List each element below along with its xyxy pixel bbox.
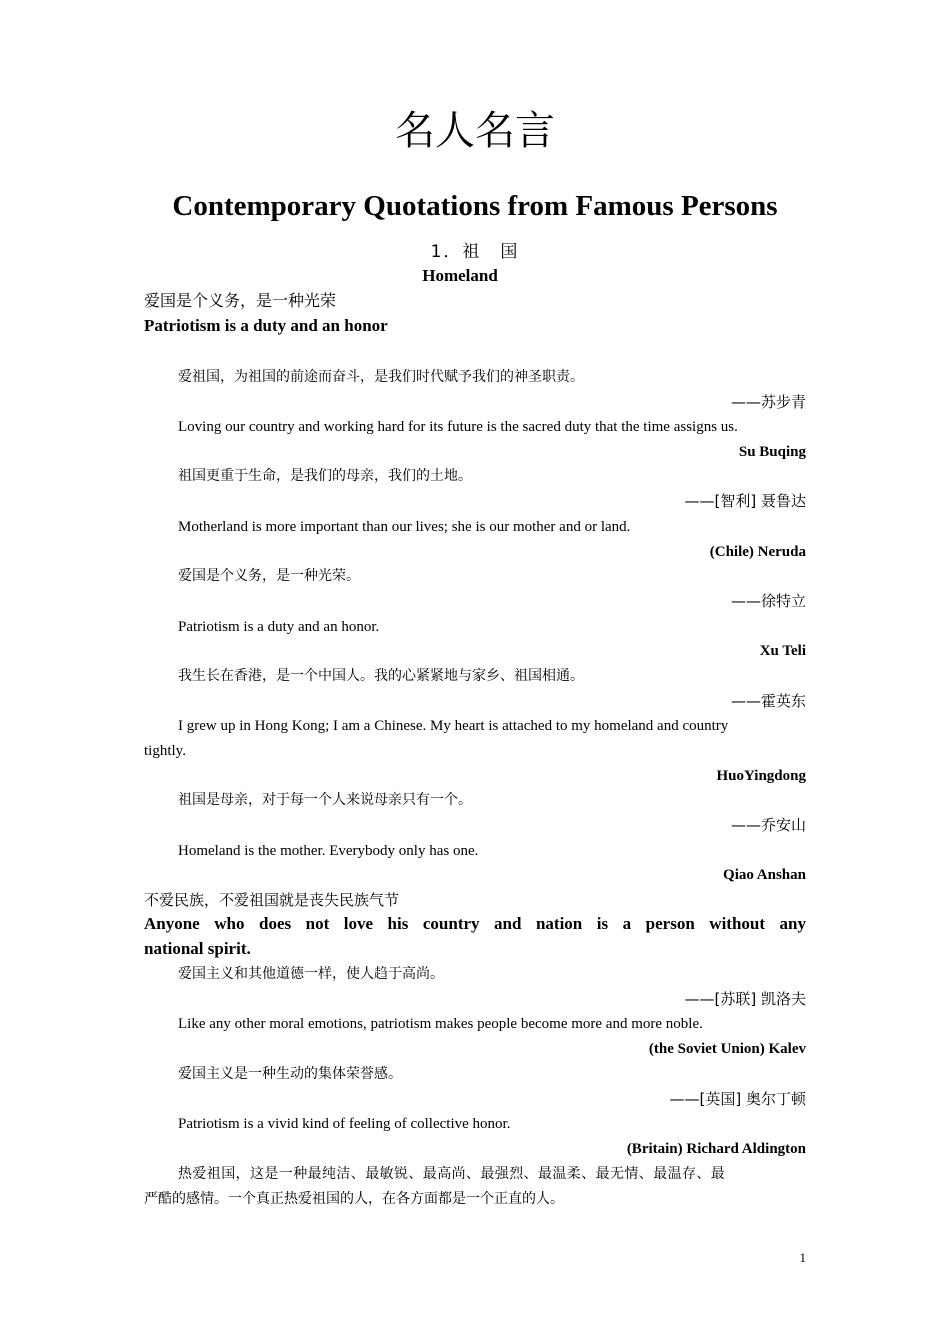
author-chinese: ——[苏联] 凯洛夫 [684,990,806,1008]
quote-chinese: 爱国是个义务，是一种光荣。 [178,568,360,584]
quote-chinese: 祖国更重于生命，是我们的母亲，我们的土地。 [178,468,472,484]
group1-heading-english: Patriotism is a duty and an honor [144,316,388,335]
author-english: (the Soviet Union) Kalev [648,1041,806,1057]
author-chinese: ——[英国] 奥尔丁顿 [669,1090,806,1108]
quote-chinese: 我生长在香港，是一个中国人。我的心紧紧地与家乡、祖国相通。 [178,668,584,684]
author-english: Xu Teli [759,643,806,659]
title-chinese: 名人名言 [395,108,555,154]
author-english: (Britain) Richard Aldington [626,1141,806,1157]
page-number: 1 [799,1250,806,1265]
group2-heading-chinese: 不爱民族，不爱祖国就是丧失民族气节 [144,891,400,909]
quote-chinese: 爱国主义和其他道德一样，使人趋于高尚。 [178,966,444,982]
quote-chinese: 祖国是母亲，对于每一个人来说母亲只有一个。 [178,792,472,808]
title-english: Contemporary Quotations from Famous Persons [172,190,778,222]
author-english: HuoYingdong [716,768,806,784]
quote-chinese: 爱祖国，为祖国的前途而奋斗，是我们时代赋予我们的神圣职责。 [178,369,584,385]
quote-english: Motherland is more important than our lives; she is our mother and or land. [178,519,631,535]
closing-paragraph-line1: 热爱祖国，这是一种最纯洁、最敏锐、最高尚、最强烈、最温柔、最无情、最温存、最 [178,1166,726,1182]
section-title-english: Homeland [422,266,498,285]
group2-heading-english-line1: Anyone who does not love his country and nation is a person without any [144,914,806,933]
author-chinese: ——苏步青 [730,393,806,411]
quote-english-line1: I grew up in Hong Kong; I am a Chinese. My heart is attached to my homeland and country [178,718,729,734]
quote-english: Patriotism is a vivid kind of feeling of collective honor. [178,1116,511,1132]
author-chinese: ——徐特立 [730,592,806,610]
author-english: (Chile) Neruda [709,544,806,560]
author-english: Qiao Anshan [723,867,806,883]
quote-english: Loving our country and working hard for its future is the sacred duty that the time assigns us. [178,419,738,435]
group1-heading-chinese: 爱国是个义务，是一种光荣 [144,291,337,310]
quote-chinese: 爱国主义是一种生动的集体荣誉感。 [178,1066,402,1082]
group2-heading-english-line2: national spirit. [144,939,251,958]
quote-english: Homeland is the mother. Everybody only has one. [178,843,479,859]
author-chinese: ——[智利] 聂鲁达 [684,492,806,510]
author-chinese: ——霍英东 [730,692,806,710]
section-number: 1．祖 国 [430,242,520,262]
closing-paragraph-line2: 严酷的感情。一个真正热爱祖国的人，在各方面都是一个正直的人。 [144,1191,564,1207]
quote-english: Like any other moral emotions, patriotism makes people become more and more noble. [178,1016,703,1032]
author-chinese: ——乔安山 [730,816,806,834]
author-english: Su Buqing [738,444,806,460]
quote-english: Patriotism is a duty and an honor. [178,619,380,635]
quote-english-line2: tightly. [144,743,186,759]
